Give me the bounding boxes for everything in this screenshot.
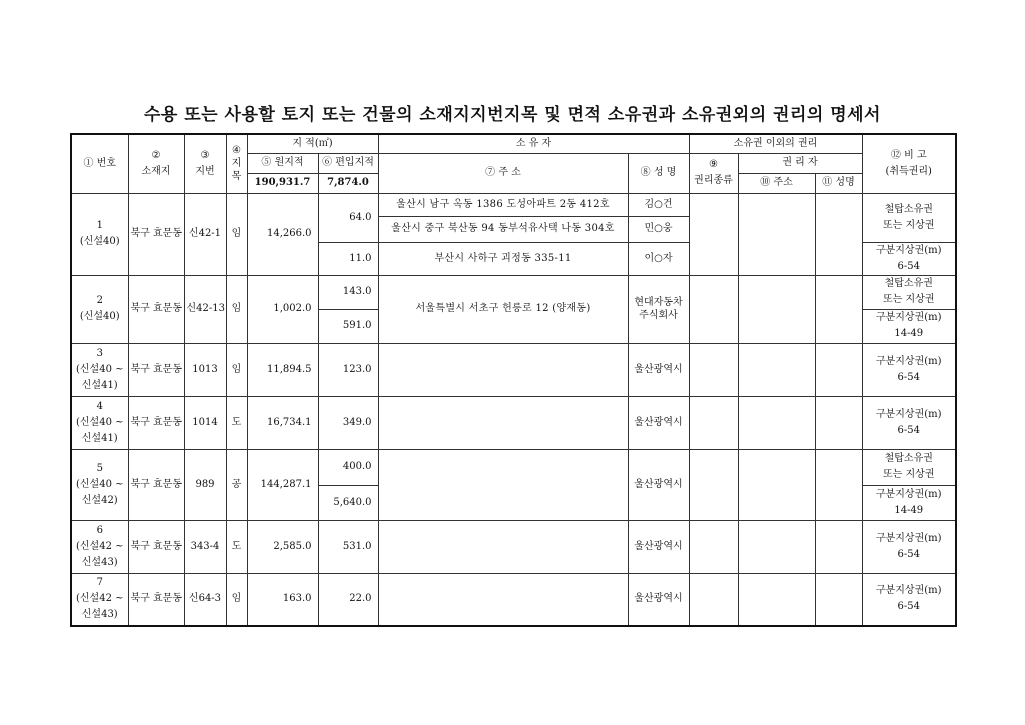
header-right-holder: 권 리 자 <box>738 153 862 173</box>
row-4-no: 4 (신설40 ~ 신설41) <box>71 396 128 449</box>
row-1-lot: 신42-1 <box>184 193 226 275</box>
row-1-remark-a: 철탑소유권 또는 지상권 <box>862 193 956 242</box>
header-category: ④ 지 목 <box>226 134 247 193</box>
row-2-right-type <box>689 275 738 343</box>
row-3-remark: 구분지상권(m) 6-54 <box>862 343 956 396</box>
row-5-owner-address <box>378 449 628 520</box>
row-7-right-type <box>689 573 738 626</box>
row-5-no: 5 (신설40 ~ 신설42) <box>71 449 128 520</box>
row-4-remark: 구분지상권(m) 6-54 <box>862 396 956 449</box>
row-7-lot: 신64-3 <box>184 573 226 626</box>
row-5-owner-name: 울산광역시 <box>628 449 689 520</box>
row-1-owner-3-address: 부산시 사하구 괴정동 335-11 <box>378 242 628 275</box>
row-7-category: 임 <box>226 573 247 626</box>
row-1-owner-3-name: 이○자 <box>628 242 689 275</box>
row-5-lot: 989 <box>184 449 226 520</box>
row-4-right-type <box>689 396 738 449</box>
header-remark: ⑫ 비 고 (취득권리) <box>862 134 956 193</box>
row-5-remark-b: 구분지상권(m) 14-49 <box>862 485 956 520</box>
row-3-holder-address <box>738 343 815 396</box>
header-no: ① 번호 <box>71 134 128 193</box>
row-6-location: 북구 효문동 <box>128 520 184 573</box>
row-3-location: 북구 효문동 <box>128 343 184 396</box>
row-6-owner-name: 울산광역시 <box>628 520 689 573</box>
row-2-remark-b: 구분지상권(m) 14-49 <box>862 309 956 343</box>
row-1-owner-1-name: 김○건 <box>628 193 689 216</box>
row-4-location: 북구 효문동 <box>128 396 184 449</box>
row-7-holder-address <box>738 573 815 626</box>
row-1-original-area: 14,266.0 <box>247 193 318 275</box>
row-6-no: 6 (신설42 ~ 신설43) <box>71 520 128 573</box>
total-original-area: 190,931.7 <box>247 173 318 193</box>
header-other-rights: 소유권 이외의 권리 <box>689 134 862 153</box>
total-included-area: 7,874.0 <box>318 173 378 193</box>
row-1-category: 임 <box>226 193 247 275</box>
row-3-original-area: 11,894.5 <box>247 343 318 396</box>
row-4-included-area: 349.0 <box>318 396 378 449</box>
row-1-remark-b: 구분지상권(m) 6-54 <box>862 242 956 275</box>
row-5-included-area-a: 400.0 <box>318 449 378 485</box>
header-area: 지 적(㎡) <box>247 134 378 153</box>
row-2-category: 임 <box>226 275 247 343</box>
header-included-area: ⑥ 편입지적 <box>318 153 378 173</box>
row-2-holder-address <box>738 275 815 343</box>
row-6-holder-address <box>738 520 815 573</box>
row-1-location: 북구 효문동 <box>128 193 184 275</box>
row-4-owner-address <box>378 396 628 449</box>
header-holder-address: ⑩ 주소 <box>738 173 815 193</box>
row-7-no: 7 (신설42 ~ 신설43) <box>71 573 128 626</box>
row-5-included-area-b: 5,640.0 <box>318 485 378 520</box>
header-holder-name: ⑪ 성명 <box>815 173 862 193</box>
row-7-location: 북구 효문동 <box>128 573 184 626</box>
row-2-no: 2 (신설40) <box>71 275 128 343</box>
row-5-original-area: 144,287.1 <box>247 449 318 520</box>
row-7-original-area: 163.0 <box>247 573 318 626</box>
row-4-holder-address <box>738 396 815 449</box>
row-1-included-area-a: 64.0 <box>318 193 378 242</box>
row-2-location: 북구 효문동 <box>128 275 184 343</box>
row-7-holder-name <box>815 573 862 626</box>
row-2-owner-address: 서울특별시 서초구 헌릉로 12 (양재동) <box>378 275 628 343</box>
row-7-remark: 구분지상권(m) 6-54 <box>862 573 956 626</box>
row-3-included-area: 123.0 <box>318 343 378 396</box>
row-3-owner-address <box>378 343 628 396</box>
row-4-holder-name <box>815 396 862 449</box>
row-5-holder-name <box>815 449 862 520</box>
row-4-category: 도 <box>226 396 247 449</box>
row-6-included-area: 531.0 <box>318 520 378 573</box>
row-6-lot: 343-4 <box>184 520 226 573</box>
row-7-owner-address <box>378 573 628 626</box>
header-original-area: ⑤ 원지적 <box>247 153 318 173</box>
row-2-included-area-a: 143.0 <box>318 275 378 309</box>
row-1-no: 1 (신설40) <box>71 193 128 275</box>
row-6-original-area: 2,585.0 <box>247 520 318 573</box>
row-3-right-type <box>689 343 738 396</box>
header-owner-name: ⑧ 성 명 <box>628 153 689 193</box>
row-1-owner-1-address: 울산시 남구 옥동 1386 도성아파트 2동 412호 <box>378 193 628 216</box>
row-4-owner-name: 울산광역시 <box>628 396 689 449</box>
row-2-holder-name <box>815 275 862 343</box>
row-5-category: 공 <box>226 449 247 520</box>
row-1-holder-name <box>815 193 862 275</box>
row-6-owner-address <box>378 520 628 573</box>
row-5-right-type <box>689 449 738 520</box>
row-6-holder-name <box>815 520 862 573</box>
header-lot: ③ 지번 <box>184 134 226 193</box>
row-2-remark-a: 철탑소유권 또는 지상권 <box>862 275 956 309</box>
row-2-lot: 신42-13 <box>184 275 226 343</box>
row-6-remark: 구분지상권(m) 6-54 <box>862 520 956 573</box>
row-3-owner-name: 울산광역시 <box>628 343 689 396</box>
row-4-original-area: 16,734.1 <box>247 396 318 449</box>
row-6-right-type <box>689 520 738 573</box>
land-register-table <box>70 133 957 627</box>
row-5-location: 북구 효문동 <box>128 449 184 520</box>
row-2-included-area-b: 591.0 <box>318 309 378 343</box>
row-7-included-area: 22.0 <box>318 573 378 626</box>
header-location: ② 소재지 <box>128 134 184 193</box>
row-7-owner-name: 울산광역시 <box>628 573 689 626</box>
header-owner-address: ⑦ 주 소 <box>378 153 628 193</box>
document-title: 수용 또는 사용할 토지 또는 건물의 소재지지번지목 및 면적 소유권과 소유권외의 권리의 명세서 <box>144 105 881 125</box>
header-owner: 소 유 자 <box>378 134 689 153</box>
row-5-remark-a: 철탑소유권 또는 지상권 <box>862 449 956 485</box>
row-3-lot: 1013 <box>184 343 226 396</box>
row-1-owner-2-name: 민○웅 <box>628 216 689 242</box>
row-3-no: 3 (신설40 ~ 신설41) <box>71 343 128 396</box>
row-6-category: 도 <box>226 520 247 573</box>
row-5-holder-address <box>738 449 815 520</box>
row-1-included-area-b: 11.0 <box>318 242 378 275</box>
row-2-owner-name: 현대자동차 주식회사 <box>628 275 689 343</box>
row-1-holder-address <box>738 193 815 275</box>
row-3-holder-name <box>815 343 862 396</box>
header-right-type: ⑨ 권리종류 <box>689 153 738 193</box>
row-1-right-type <box>689 193 738 275</box>
row-3-category: 임 <box>226 343 247 396</box>
row-2-original-area: 1,002.0 <box>247 275 318 343</box>
row-4-lot: 1014 <box>184 396 226 449</box>
row-1-owner-2-address: 울산시 중구 북산동 94 동부석유사택 나동 304호 <box>378 216 628 242</box>
